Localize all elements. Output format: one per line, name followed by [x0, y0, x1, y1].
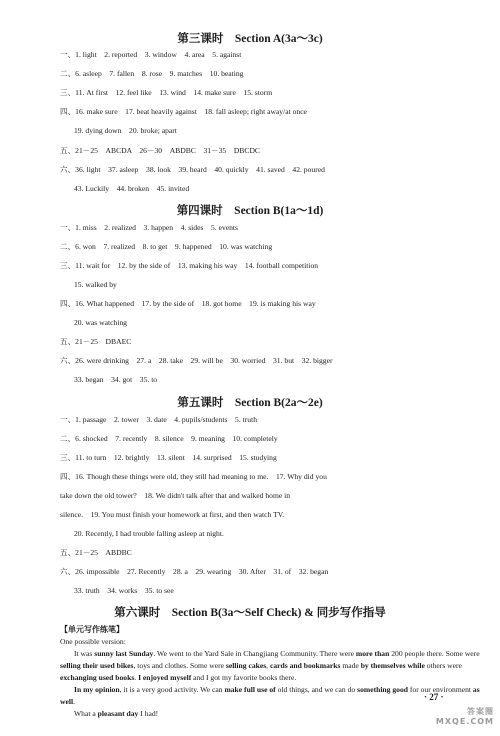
essay-text: , [266, 661, 270, 670]
answer-line: 19. dying down 20. broke; apart [74, 126, 177, 135]
bold-phrase: exchanging used books [60, 673, 135, 682]
essay-intro: One possible version: [60, 637, 126, 646]
answer-line: 三、11. wait for 12. by the side of 13. making his way 14. football competition [60, 261, 319, 270]
essay-paragraph-2 [60, 684, 480, 708]
essay-text: and I got my favorite books there. [191, 673, 297, 682]
answer-line: 15. walked by [74, 280, 117, 289]
answer-line: 三、11. to turn 12. brightly 13. silent 14. surprised 15. studying [60, 453, 277, 462]
bold-phrase: more than [355, 649, 390, 658]
essay-text: . [73, 697, 75, 706]
answer-line: silence. 19. You must finish your homework at first, and then watch TV. [60, 510, 285, 519]
answer-line: 四、16. Though these things were old, they still had meaning to me. 17. Why did you [60, 472, 327, 481]
bold-phrase: by themselves while [360, 661, 425, 670]
essay-paragraph-3 [60, 708, 480, 720]
answer-line: 六、36. light 37. asleep 38. look 39. heard 40. quickly 41. saved 42. poured [60, 165, 325, 174]
answer-line: 20. was watching [74, 318, 127, 327]
answer-line: 四、16. make sure 17. beat heavily against 18. fall asleep; right away/at once [60, 107, 307, 116]
answer-line: 二、6. asleep 7. fallen 8. rose 9. matches 10. beating [60, 69, 244, 78]
answer-line: 43. Luckily 44. broken 45. invited [74, 184, 190, 193]
bold-phrase: make full use of [224, 685, 276, 694]
essay-text: old things, and we can do [275, 685, 358, 694]
answer-line: 一、1. miss 2. realized 3. happen 4. sides 5. events [60, 223, 239, 232]
section-title-lesson5: 第五课时 Section B(2a～2e) [177, 397, 323, 409]
answer-line: 一、1. passage 2. tower 3. date 4. pupils/students 5. truth [60, 415, 257, 424]
section-title-lesson4: 第四课时 Section B(1a～1d) [176, 205, 324, 217]
answer-line: 三、11. At first 12. feel like 13. wind 14. make sure 15. storm [60, 88, 273, 97]
section-title-lesson6: 第六课时 Section B(3a～Self Check) & 同步写作指导 [114, 607, 386, 619]
section-title-lesson3: 第三课时 Section A(3a～3c) [177, 33, 323, 45]
essay-text: I had! [138, 709, 159, 718]
answer-line: 33. began 34. got 35. to [74, 375, 158, 384]
essay-text: It was [74, 649, 95, 658]
answer-line: 五、21－25 ABDBC [60, 548, 132, 557]
bold-phrase: In my opinion [74, 685, 120, 694]
answer-line: 五、21－25 DBAEC [60, 337, 132, 346]
answer-line: 二、6. shocked 7. recently 8. silence 9. meaning 10. completely [60, 434, 278, 443]
essay-text: , toys and clothes. Some were [133, 661, 226, 670]
essay-text: for our environment [407, 685, 473, 694]
answer-line: 20. Recently, I had trouble falling asleep at night. [74, 529, 224, 538]
essay-text: , it is a very good activity. We can [119, 685, 225, 694]
bold-phrase: as well [60, 685, 480, 706]
bold-phrase: I enjoyed myself [138, 673, 192, 682]
watermark-logo: 答案圈 MXQE.COM [435, 707, 494, 726]
writing-practice-tag: 【单元写作练笔】 [60, 625, 124, 634]
page-number: · 27 · [424, 692, 444, 702]
essay-text: What a [74, 709, 98, 718]
answer-line: take down the old tower? 18. We didn't talk after that and walked home in [60, 491, 291, 500]
bold-phrase: selling cakes [225, 661, 267, 670]
essay-text: . We went to the Yard Sale in Changjiang Community. There were [153, 649, 356, 658]
answer-line: 六、26. impossible 27. Recently 28. a 29. wearing 30. After 31. of 32. began [60, 567, 329, 576]
answer-line: 一、1. light 2. reported 3. window 4. area 5. against [60, 50, 242, 59]
bold-phrase: something good [357, 685, 408, 694]
essay-paragraph-1 [60, 648, 480, 684]
essay-text: . [134, 673, 139, 682]
answer-line: 四、16. What happened 17. by the side of 18. got home 19. is making his way [60, 299, 316, 308]
essay-text: 200 people there. Some were [389, 649, 480, 658]
answer-line: 六、26. were drinking 27. a 28. take 29. will be 30. worried 31. but 32. bigger [60, 356, 333, 365]
bold-phrase: sunny last Sunday [94, 649, 154, 658]
bold-phrase: cards and bookmarks [269, 661, 341, 670]
bold-phrase: selling their used bikes [60, 661, 134, 670]
essay-text: made [340, 661, 361, 670]
model-essay [60, 636, 480, 720]
answer-line: 五、21－25 ABCDA 26－30 ABDBC 31－35 DBCDC [60, 146, 260, 155]
essay-text: others were [424, 661, 462, 670]
bold-phrase: pleasant day [97, 709, 139, 718]
answer-line: 二、6. won 7. realized 8. to get 9. happened 10. was watching [60, 242, 273, 251]
answer-line: 33. truth 34. works 35. to see [74, 586, 174, 595]
